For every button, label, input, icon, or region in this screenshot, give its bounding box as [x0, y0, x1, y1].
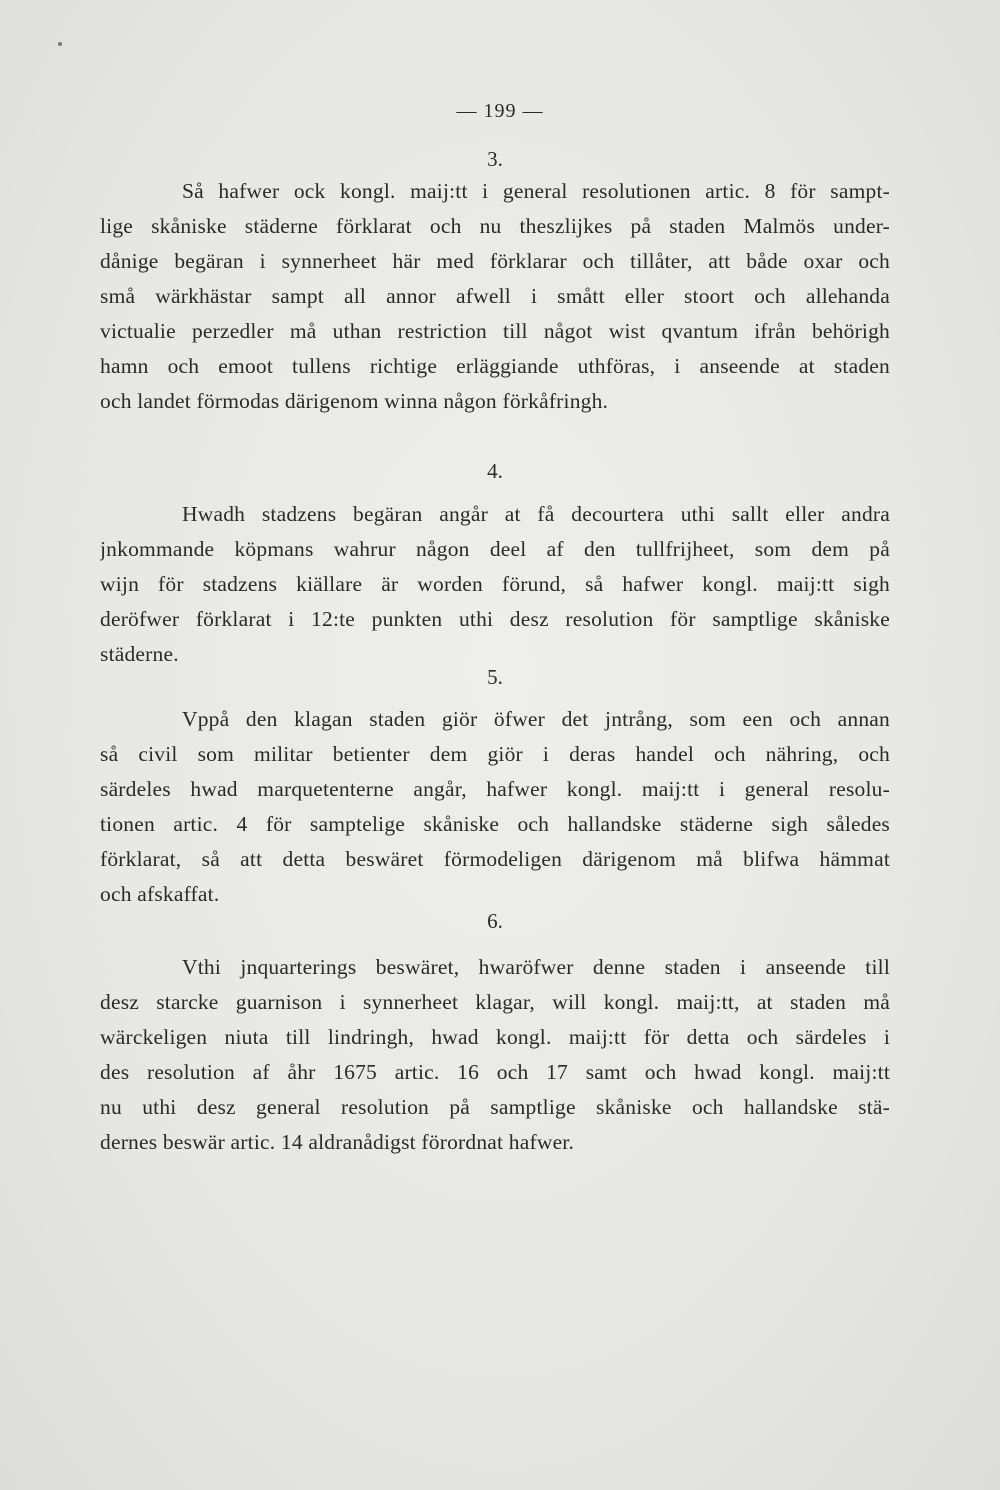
section-heading-5: 5.: [487, 665, 503, 689]
text-line: Vppå den klagan staden giör öfwer det jntrång, som een och annan: [182, 707, 890, 731]
text-line: så civil som militar betienter dem giör i deras handel och nähring, och: [100, 742, 890, 766]
text-line: jnkommande köpmans wahrur någon deel af den tullfrijheet, som dem på: [100, 537, 890, 561]
text-line: Så hafwer ock kongl. maij:tt i general resolutionen artic. 8 för sampt-: [182, 179, 890, 203]
text-line: deröfwer förklarat i 12:te punkten uthi desz resolution för samptlige skåniske: [100, 607, 890, 631]
text-line: hamn och emoot tullens richtige erläggiande uthföras, i anseende at staden: [100, 354, 890, 378]
text-line: dånige begäran i synnerheet här med förklarar och tillåter, att både oxar och: [100, 249, 890, 273]
text-line: nu uthi desz general resolution på samptlige skåniske och hallandske stä-: [100, 1095, 890, 1119]
text-line: förklarat, så att detta beswäret förmodeligen därigenom må blifwa hämmat: [100, 847, 890, 871]
text-line: små wärkhästar sampt all annor afwell i smått eller stoort och allehanda: [100, 284, 890, 308]
text-line: städerne.: [100, 642, 179, 666]
text-line: wijn för stadzens kiällare är worden förund, så hafwer kongl. maij:tt sigh: [100, 572, 890, 596]
paragraph-section-3: [100, 174, 890, 419]
text-line: dernes beswär artic. 14 aldranådigst förordnat hafwer.: [100, 1130, 575, 1154]
text-line: wärckeligen niuta till lindringh, hwad kongl. maij:tt för detta och särdeles i: [100, 1025, 890, 1049]
paper-speck: [58, 42, 62, 46]
text-line: des resolution af åhr 1675 artic. 16 och 17 samt och hwad kongl. maij:tt: [100, 1060, 890, 1084]
text-line: särdeles hwad marquetenterne angår, hafwer kongl. maij:tt i general resolu-: [100, 777, 890, 801]
text-line: och landet förmodas därigenom winna någon förkåfringh.: [100, 389, 609, 413]
text-line: och afskaffat.: [100, 882, 220, 906]
paragraph-section-4: [100, 497, 890, 672]
text-line: desz starcke guarnison i synnerheet klagar, will kongl. maij:tt, at staden må: [100, 990, 890, 1014]
paragraph-section-5: [100, 702, 890, 912]
section-heading-6: 6.: [487, 909, 503, 933]
text-line: Vthi jnquarterings beswäret, hwaröfwer denne staden i anseende till: [182, 955, 890, 979]
text-line: Hwadh stadzens begäran angår at få decourtera uthi sallt eller andra: [182, 502, 890, 526]
text-line: victualie perzedler må uthan restriction till något wist qvantum ifrån behörigh: [100, 319, 890, 343]
text-line: tionen artic. 4 för samptelige skåniske och hallandske städerne sigh således: [100, 812, 890, 836]
page-number: — 199 —: [456, 100, 544, 122]
section-heading-3: 3.: [487, 147, 503, 171]
text-line: lige skåniske städerne förklarat och nu theszlijkes på staden Malmös under-: [100, 214, 890, 238]
paragraph-section-6: [100, 950, 890, 1160]
section-heading-4: 4.: [487, 459, 503, 483]
